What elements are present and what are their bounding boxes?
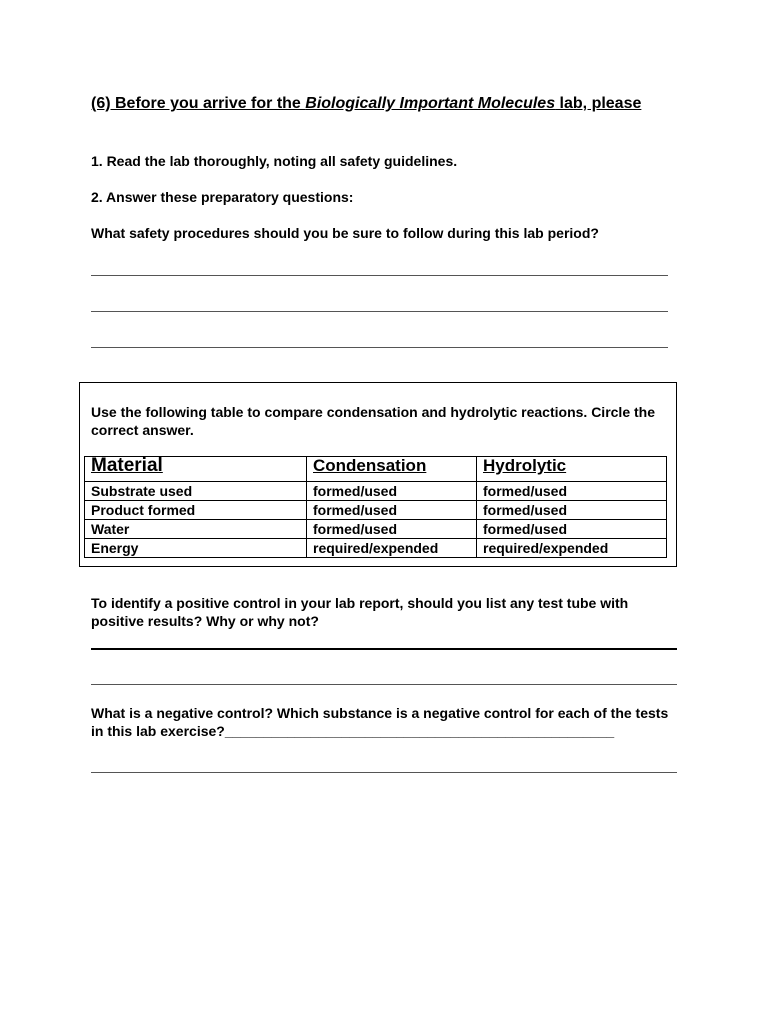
answer-line-positive-2[interactable] xyxy=(91,684,677,685)
table-instructions: Use the following table to compare condensation and hydrolytic reactions. Circle the correct answer. xyxy=(91,404,655,438)
cell-condensation-choice[interactable]: required/expended xyxy=(307,539,477,558)
question-positive-control: To identify a positive control in your lab report, should you list any test tube with positive results? Why or why not? xyxy=(91,595,629,629)
comparison-box xyxy=(79,382,677,567)
question-negative-control: What is a negative control? Which substance is a negative control for each of the tests in this lab exercise?__________________________________________________ xyxy=(91,705,669,739)
answer-line-safety-3[interactable] xyxy=(91,347,668,348)
table-header-row xyxy=(85,457,667,482)
cell-condensation-choice[interactable]: formed/used xyxy=(307,501,477,520)
heading-suffix: lab, please xyxy=(555,95,642,112)
answer-line-safety-2[interactable] xyxy=(91,311,668,312)
answer-line-positive-1[interactable] xyxy=(91,648,677,650)
cell-hydrolytic-choice[interactable]: formed/used xyxy=(477,501,667,520)
question-safety: What safety procedures should you be sure to follow during this lab period? xyxy=(91,225,599,241)
heading-italic-title: Biologically Important Molecules xyxy=(305,95,556,112)
comparison-table xyxy=(84,456,667,558)
cell-condensation-choice[interactable]: formed/used xyxy=(307,520,477,539)
table-row xyxy=(85,539,667,558)
step-read-lab: 1. Read the lab thoroughly, noting all safety guidelines. xyxy=(91,153,458,169)
cell-material: Water xyxy=(85,520,307,539)
cell-condensation-choice[interactable]: formed/used xyxy=(307,482,477,501)
table-row xyxy=(85,501,667,520)
answer-line-negative-1[interactable] xyxy=(91,772,677,773)
cell-hydrolytic-choice[interactable]: required/expended xyxy=(477,539,667,558)
cell-material: Energy xyxy=(85,539,307,558)
step-answer-questions: 2. Answer these preparatory questions: xyxy=(91,189,354,205)
answer-line-safety-1[interactable] xyxy=(91,275,668,276)
header-hydrolytic: Hydrolytic xyxy=(477,457,667,482)
table-row xyxy=(85,482,667,501)
cell-material: Substrate used xyxy=(85,482,307,501)
cell-hydrolytic-choice[interactable]: formed/used xyxy=(477,520,667,539)
cell-material: Product formed xyxy=(85,501,307,520)
cell-hydrolytic-choice[interactable]: formed/used xyxy=(477,482,667,501)
heading-prefix: (6) Before you arrive for the xyxy=(91,95,306,112)
section-heading xyxy=(91,94,671,114)
header-condensation: Condensation xyxy=(307,457,477,482)
header-material: Material xyxy=(85,457,307,482)
table-row xyxy=(85,520,667,539)
